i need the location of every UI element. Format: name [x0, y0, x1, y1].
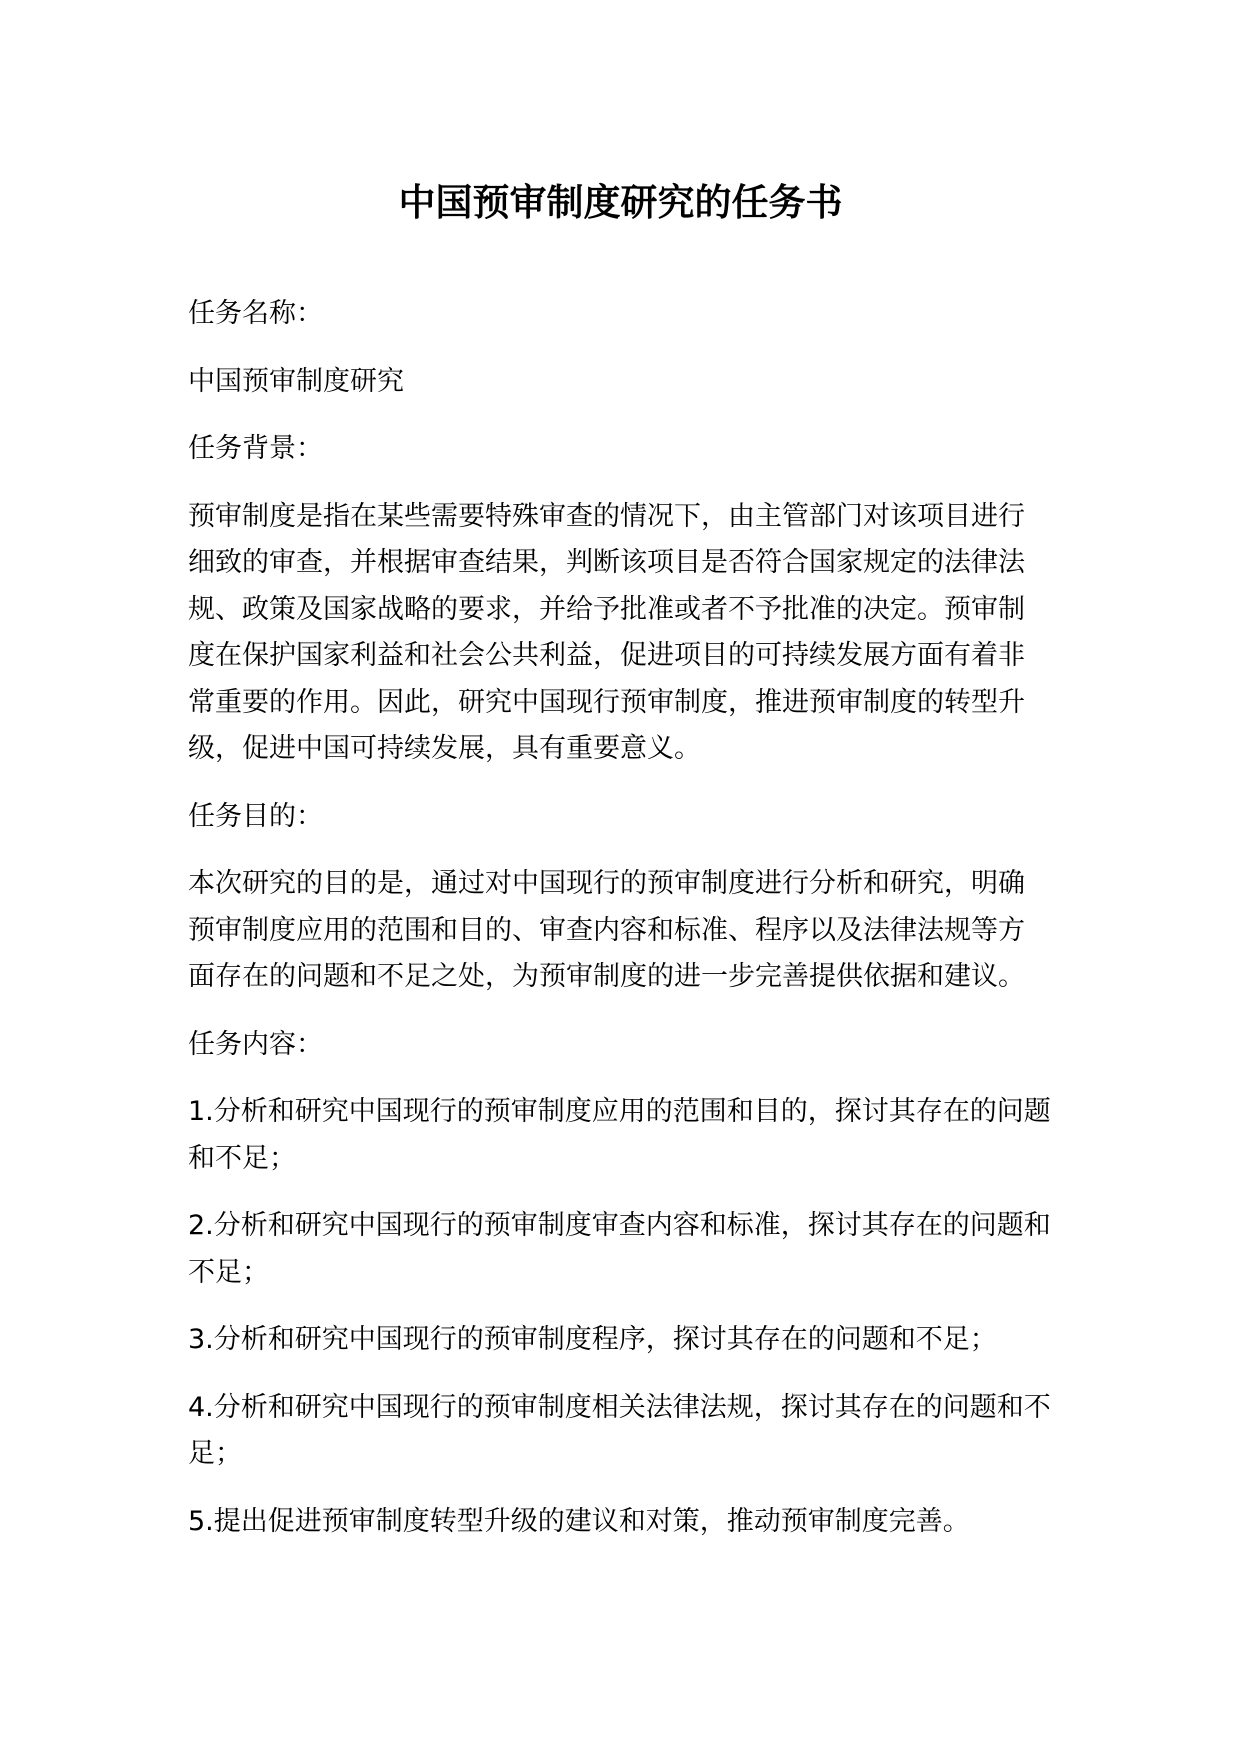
section-heading-content: 任务内容：: [188, 1028, 323, 1060]
background-paragraph: [188, 494, 1068, 773]
paragraph-line: 本次研究的目的是，通过对中国现行的预审制度进行分析和研究，明确: [188, 868, 1025, 899]
list-item: [188, 1317, 1068, 1364]
paragraph-line: 级，促进中国可持续发展，具有重要意义。: [188, 733, 701, 764]
paragraph-line: 面存在的问题和不足之处，为预审制度的进一步完善提供依据和建议。: [188, 961, 1025, 992]
list-item-line: 和不足；: [188, 1142, 296, 1174]
list-item-line: 2.分析和研究中国现行的预审制度审查内容和标准，探讨其存在的问题和: [188, 1210, 1051, 1241]
list-item-line: 3.分析和研究中国现行的预审制度程序，探讨其存在的问题和不足；: [188, 1324, 997, 1355]
list-item-line: 1.分析和研究中国现行的预审制度应用的范围和目的，探讨其存在的问题: [188, 1096, 1051, 1127]
purpose-paragraph: [188, 861, 1068, 1001]
list-item-line: 5.提出促进预审制度转型升级的建议和对策，推动预审制度完善。: [188, 1505, 970, 1537]
paragraph-line: 细致的审查，并根据审查结果，判断该项目是否符合国家规定的法律法: [188, 547, 1025, 578]
list-item: [188, 1499, 1068, 1546]
section-heading-purpose: 任务目的：: [188, 800, 323, 832]
paragraph-line: 常重要的作用。因此，研究中国现行预审制度，推进预审制度的转型升: [188, 686, 1025, 718]
list-item: [188, 1385, 1068, 1478]
section-heading-background: 任务背景：: [188, 433, 323, 464]
document-title: 中国预审制度研究的任务书: [398, 181, 843, 224]
paragraph-line: 度在保护国家利益和社会公共利益，促进项目的可持续发展方面有着非: [188, 640, 1025, 671]
task-name-value: 中国预审制度研究: [188, 365, 404, 397]
paragraph-line: 预审制度是指在某些需要特殊审查的情况下，由主管部门对该项目进行: [188, 500, 1025, 532]
list-item: [188, 1203, 1068, 1296]
document-body: [188, 291, 1068, 1566]
list-item-line: 4.分析和研究中国现行的预审制度相关法律法规，探讨其存在的问题和不: [188, 1391, 1051, 1423]
list-item: [188, 1089, 1068, 1182]
list-item-line: 不足；: [188, 1256, 269, 1288]
paragraph-line: 预审制度应用的范围和目的、审查内容和标准、程序以及法律法规等方: [188, 914, 1025, 946]
list-item-line: 足；: [188, 1438, 242, 1469]
paragraph-line: 规、政策及国家战略的要求，并给予批准或者不予批准的决定。预审制: [188, 593, 1025, 625]
section-heading-task-name: 任务名称：: [188, 298, 323, 329]
